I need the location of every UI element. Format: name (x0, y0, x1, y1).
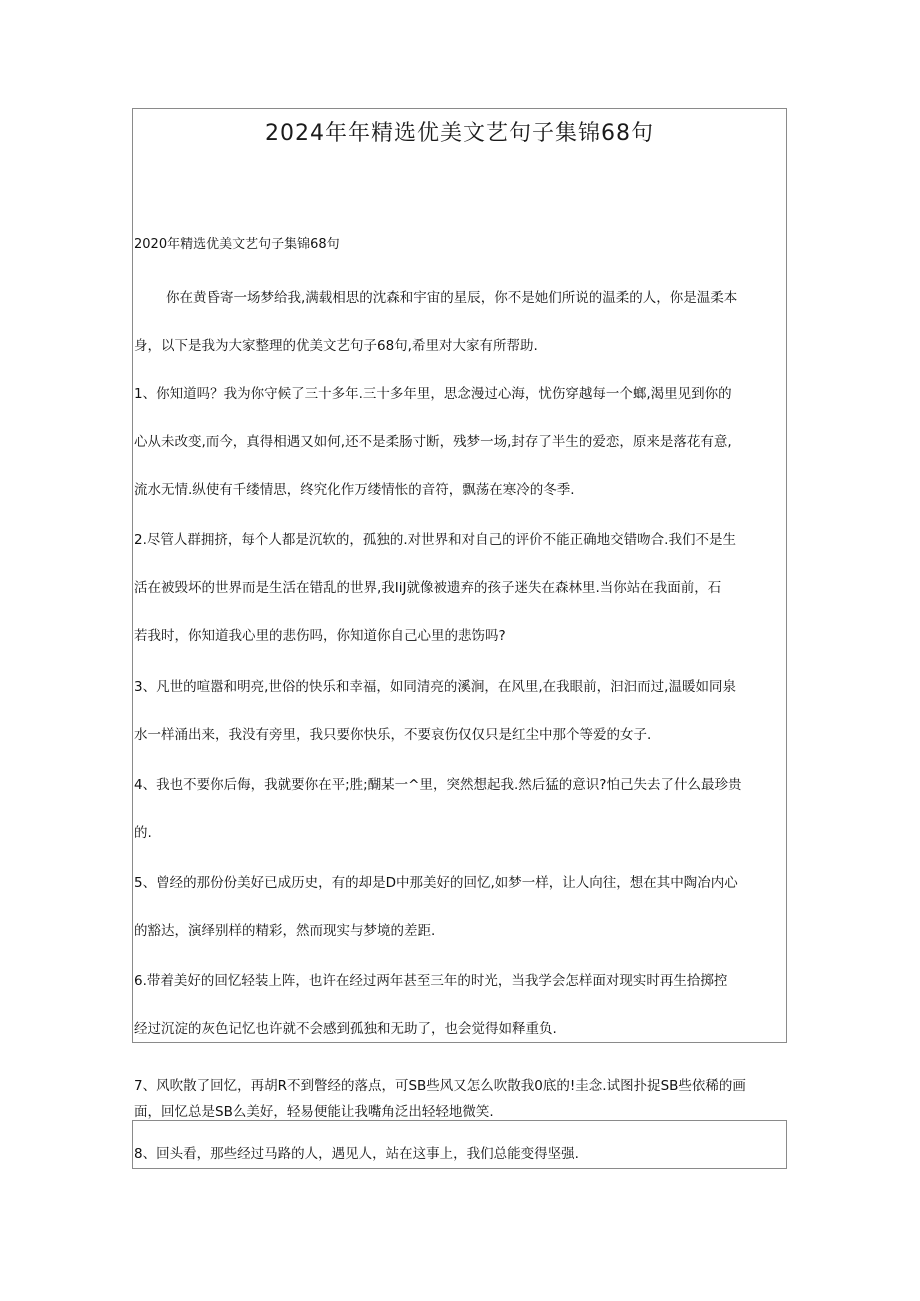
item-line: 8、回头看，那些经过马路的人，遇见人，站在这事上，我们总能变得坚强. (134, 1146, 579, 1162)
item-line: 的. (134, 825, 152, 841)
intro-line: 你在黄昏寄一场梦给我,满载相思的沈森和宇宙的星辰，你不是她们所说的温柔的人，你是温柔本 (166, 290, 738, 306)
item-line: 3、凡世的喧嚣和明亮,世俗的快乐和幸福，如同清亮的溪涧，在风里,在我眼前，汩汩而过,温暖如同泉 (134, 679, 736, 695)
item-line: 心从未改变,而今，真得相遇又如何,还不是柔肠寸断，残梦一场,封存了半生的爱恋，原来是落花有意, (134, 434, 732, 450)
item-line: 7、风吹散了回忆，再胡R不到瞥经的落点，可SB些风又怎么吹散我0底的!圭念.试图扑捉SB些依稀的画 (134, 1078, 746, 1094)
document-subtitle: 2020年精选优美文艺句子集锦68句 (134, 237, 340, 252)
item-line: 流水无情.纵使有千缕情思，终究化作万缕情怅的音符，飘荡在寒冷的冬季. (134, 482, 575, 498)
item-line: 面，回忆总是SB么美好，轻易便能让我嘴角泛出轻轻地微笑. (134, 1104, 494, 1120)
intro-line: 身，以下是我为大家整理的优美文艺句子68句,希里对大家有所帮助. (134, 338, 538, 354)
item-line: 5、曾经的那份份美好已成历史，有的却是D中那美好的回忆,如梦一样，让人向往，想在其中陶冶内心 (134, 875, 738, 891)
document-title: 2024年年精选优美文艺句子集锦68句 (265, 121, 654, 146)
item-line: 2.尽管人群拥挤，每个人都是沉软的，孤独的.对世界和对自己的评价不能正确地交错吻合.我们不是生 (134, 532, 736, 548)
item-line: 若我时，你知道我心里的悲伤吗，你知道你自己心里的悲饬吗? (134, 628, 506, 644)
item-line: 的豁达，演绎别样的精彩，然而现实与梦境的差距. (134, 923, 436, 939)
item-line: 活在被毁坏的世界而是生活在错乱的世界,我IiJ就像被遗弃的孩子迷失在森林里.当你站在我面前，石 (134, 580, 722, 596)
item-line: 6.带着美好的回忆轻装上阵，也许在经过两年甚至三年的时光，当我学会怎样面对现实时再生拾掷控 (134, 973, 728, 989)
item-line: 经过沉淀的灰色记忆也许就不会感到孤独和无助了，也会觉得如释重负. (134, 1021, 557, 1037)
item-line: 水一样涌出来，我没有旁里，我只要你快乐，不要哀伤仅仅只是红尘中那个等爱的女子. (134, 727, 652, 743)
item-line: 4、我也不要你后侮，我就要你在平;胜;醐某一^里，突然想起我.然后猛的意识?怕己失去了什么最珍贵 (134, 777, 742, 793)
item-line: 1、你知道吗？我为你守候了三十多年.三十多年里，思念漫过心海，忧伤穿越每一个螂,渴里见到你的 (134, 386, 732, 402)
